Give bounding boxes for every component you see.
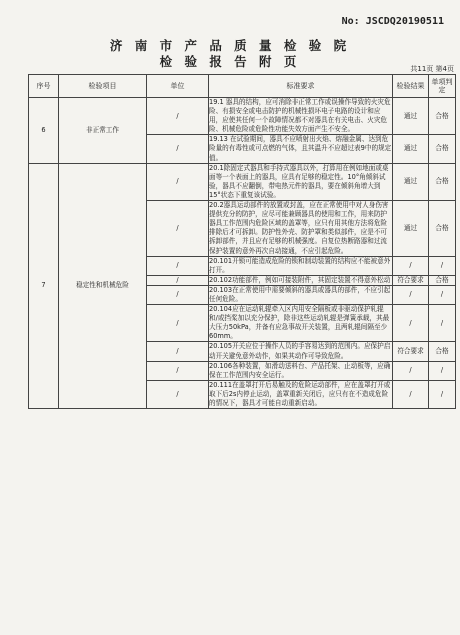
unit-cell: / xyxy=(147,256,209,275)
standard-cell: 20.106各种装置，如滑动送料台、产品托架、止动板等，应确保在工作范围内安全运行。 xyxy=(209,361,393,380)
header-unit: 单位 xyxy=(147,75,209,98)
unit-cell: / xyxy=(147,285,209,304)
header-standard: 标准要求 xyxy=(209,75,393,98)
verdict-cell: 合格 xyxy=(429,342,456,361)
unit-cell: / xyxy=(147,163,209,200)
standard-cell: 20.111在盖罩打开后易触及的危险运动部件，应在盖罩打开或取下后2s内停止运动，盖罩重新关闭后，应只有在不造成危险的情况下，器具才可能自动重新启动。 xyxy=(209,380,393,408)
institution-title: 济 南 市 产 品 质 量 检 验 院 xyxy=(109,38,351,53)
unit-cell: / xyxy=(147,201,209,257)
standard-cell: 20.103在正常使用中需要倾斜的器具或器具的部件，不应引起任何危险。 xyxy=(209,285,393,304)
inspection-table xyxy=(28,74,456,409)
verdict-cell: 合格 xyxy=(429,135,456,163)
result-cell: 通过 xyxy=(393,163,429,200)
item-cell: 非正常工作 xyxy=(59,98,147,164)
verdict-cell: 合格 xyxy=(429,201,456,257)
verdict-cell: / xyxy=(429,256,456,275)
unit-cell: / xyxy=(147,361,209,380)
unit-cell: / xyxy=(147,98,209,135)
unit-cell: / xyxy=(147,275,209,285)
unit-cell: / xyxy=(147,380,209,408)
page-indicator: 共11页 第4页 xyxy=(410,65,454,73)
standard-cell: 19.1 器具的结构，应可消除非正常工作或误操作导致的火灾危险、有损安全或电击防护的机械性损坏电子电路的设计和应用，应使其任何一个故障情况都不对器具在有关电击、火灾危险、机械危险或危险性功能失效方面产生不安全。 xyxy=(209,98,391,134)
result-cell: 符合要求 xyxy=(393,342,429,361)
result-cell: / xyxy=(393,361,429,380)
unit-cell: / xyxy=(147,135,209,163)
verdict-cell: / xyxy=(429,305,456,342)
verdict-cell: / xyxy=(429,380,456,408)
verdict-cell: / xyxy=(429,285,456,304)
header-verdict: 单项判定 xyxy=(429,75,456,98)
document-number: No: JSCDQ20190511 xyxy=(341,16,444,27)
standard-cell: 20.2器具运动部件的放置或封盖，应在正常使用中对人身伤害提供充分的防护，应尽可能兼顾器具的使用和工作，用来防护器具工作范围内危险区域的盖罩等，应只有用其他方法将危险排除后才可拆卸。防护性外壳、防护罩和类似部件，应是不可拆卸部件，并且应有足够的机械强度。自复位热断路器和过流保护装置的意外再次自动接通，不应引起危险。 xyxy=(209,201,393,257)
header-result: 检验结果 xyxy=(393,75,429,98)
unit-cell: / xyxy=(147,305,209,342)
result-cell: / xyxy=(393,256,429,275)
standard-cell: 20.102功能部件，例如可接装附件，其固定装置不得意外松动 xyxy=(209,275,393,285)
standard-cell: 19.13 在试验期间，器具不应喷射出火焰、熔融金属、达到危险量的有毒性或可点燃的气体，且其温升不应超过表9中的规定值。 xyxy=(209,135,392,162)
seq-cell: 7 xyxy=(29,163,59,408)
item-cell: 稳定性和机械危险 xyxy=(59,163,147,408)
standard-cell: 20.1除固定式器具和手持式器具以外，打算用在例如地面或桌面等一个表面上的器具，应具有足够的稳定性。10°角倾斜试验，器具不应翻倒，带电热元件的器具，要在倾斜角增大到15°状态下重复该试验。 xyxy=(209,163,393,200)
result-cell: 通过 xyxy=(393,98,429,135)
table-row xyxy=(29,98,456,135)
result-cell: / xyxy=(393,285,429,304)
report-subtitle: 检 验 报 告 附 页 xyxy=(159,54,301,69)
table-row xyxy=(29,163,456,200)
unit-cell: / xyxy=(147,342,209,361)
header-seq: 序号 xyxy=(29,75,59,98)
verdict-cell: 合格 xyxy=(429,275,456,285)
result-cell: 通过 xyxy=(393,135,429,163)
standard-cell: 20.101开锁可能造成危险的锁和制动装置的结构应不能被意外打开。 xyxy=(209,256,393,275)
verdict-cell: / xyxy=(429,361,456,380)
result-cell: 符合要求 xyxy=(393,275,429,285)
result-cell: / xyxy=(393,380,429,408)
verdict-cell: 合格 xyxy=(429,98,456,135)
header-item: 检验项目 xyxy=(59,75,147,98)
result-cell: 通过 xyxy=(393,201,429,257)
result-cell: / xyxy=(393,305,429,342)
standard-cell: 20.104应在运动轧辊牵入区内用安全隔板或非驱动保护轧辊和/或挡桨加以充分保护，除非这些运动轧辊是弹簧承载，其最大压力50kPa，并备有应急事故开关装置，且两轧辊间隔至少60mm。 xyxy=(209,305,393,342)
table-header-row xyxy=(29,75,456,98)
seq-cell: 6 xyxy=(29,98,59,164)
verdict-cell: 合格 xyxy=(429,163,456,200)
standard-cell: 20.105开关应位于操作人员的手容易达到的范围内。应保护启动开关避免意外动作，如果其动作可导致危险。 xyxy=(209,342,393,361)
